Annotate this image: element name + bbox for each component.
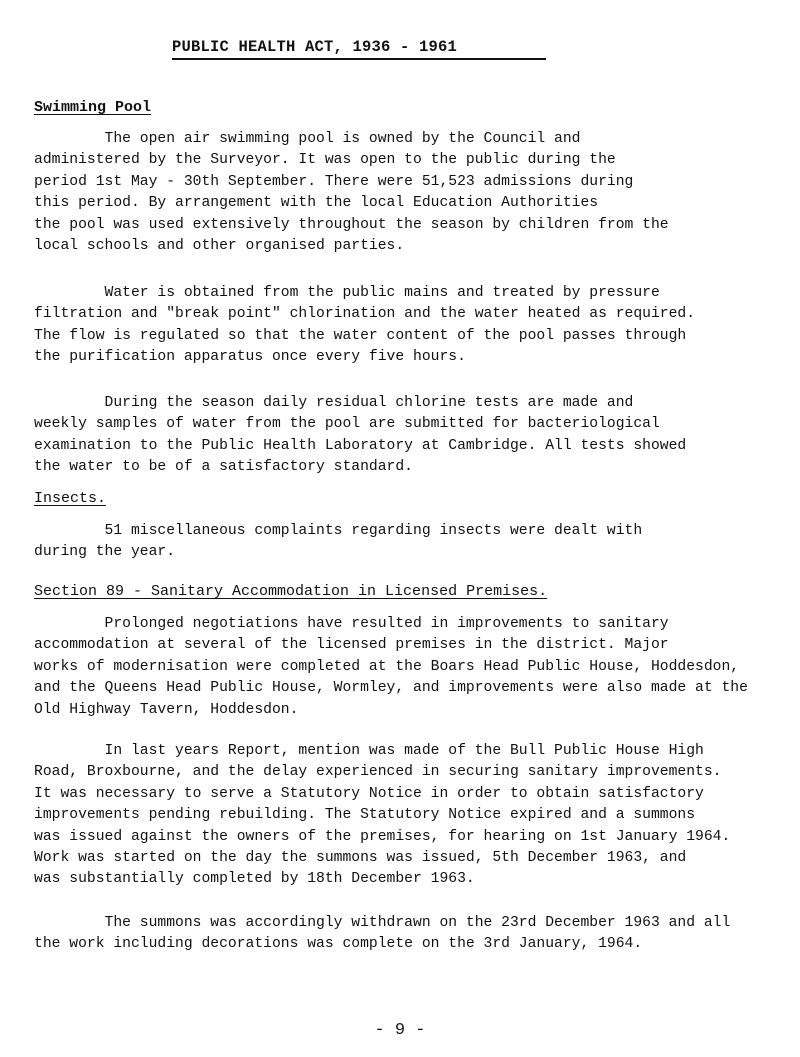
paragraph-insects-1 <box>34 521 794 564</box>
text-line: period 1st May - 30th September. There were 51,523 admissions during <box>34 173 634 190</box>
text-line: was substantially completed by 18th December 1963. <box>34 871 475 888</box>
header-underline <box>172 58 546 60</box>
page-number: - 9 - <box>374 1021 426 1040</box>
paragraph-swimming-pool-1 <box>34 129 794 257</box>
text-line: improvements pending rebuilding. The Statutory Notice expired and a summons <box>34 807 696 824</box>
paragraph-sanitary-2 <box>34 741 794 891</box>
paragraph-swimming-pool-2 <box>34 283 794 369</box>
text-line: Water is obtained from the public mains and treated by pressure <box>34 285 660 301</box>
paragraph-sanitary-3 <box>34 913 794 956</box>
text-line: Road, Broxbourne, and the delay experienced in securing sanitary improvements. <box>34 764 722 781</box>
section-heading-insects: Insects. <box>34 490 107 507</box>
text-line: filtration and "break point" chlorination and the water heated as required. <box>34 306 696 323</box>
page-header-title: PUBLIC HEALTH ACT, 1936 - 1961 <box>172 38 458 56</box>
text-line: During the season daily residual chlorine tests are made and <box>34 395 634 411</box>
text-line: and the Queens Head Public House, Wormley, and improvements were also made at the <box>34 680 748 697</box>
text-line: weekly samples of water from the pool are submitted for bacteriological <box>34 416 660 433</box>
text-line: the pool was used extensively throughout the season by children from the <box>34 216 669 233</box>
text-line: In last years Report, mention was made of the Bull Public House High <box>34 743 704 759</box>
text-line: The flow is regulated so that the water content of the pool passes through <box>34 327 687 344</box>
text-line: the water to be of a satisfactory standard. <box>34 459 413 476</box>
text-line: during the year. <box>34 544 176 561</box>
text-line: It was necessary to serve a Statutory Notice in order to obtain satisfactory <box>34 785 704 802</box>
section-heading-sanitary-accommodation: Section 89 - Sanitary Accommodation in Licensed Premises. <box>34 583 548 600</box>
text-line: The summons was accordingly withdrawn on the 23rd December 1963 and all <box>34 915 731 931</box>
text-line: Work was started on the day the summons was issued, 5th December 1963, and <box>34 850 687 867</box>
text-line: the work including decorations was complete on the 3rd January, 1964. <box>34 936 643 953</box>
text-line: Old Highway Tavern, Hoddesdon. <box>34 701 299 718</box>
text-line: was issued against the owners of the premises, for hearing on 1st January 1964. <box>34 828 731 845</box>
text-line: accommodation at several of the licensed premises in the district. Major <box>34 637 669 654</box>
text-line: local schools and other organised parties. <box>34 238 405 255</box>
text-line: examination to the Public Health Laboratory at Cambridge. All tests showed <box>34 437 687 454</box>
paragraph-swimming-pool-3 <box>34 393 794 479</box>
text-line: works of modernisation were completed at the Boars Head Public House, Hoddesdon, <box>34 658 740 675</box>
text-line: 51 miscellaneous complaints regarding insects were dealt with <box>34 523 643 539</box>
text-line: The open air swimming pool is owned by the Council and <box>34 131 581 147</box>
section-heading-swimming-pool: Swimming Pool <box>34 99 152 116</box>
paragraph-sanitary-1 <box>34 614 794 721</box>
text-line: administered by the Surveyor. It was open to the public during the <box>34 152 616 169</box>
text-line: the purification apparatus once every five hours. <box>34 349 466 366</box>
text-line: Prolonged negotiations have resulted in improvements to sanitary <box>34 616 669 632</box>
text-line: this period. By arrangement with the local Education Authorities <box>34 195 599 212</box>
